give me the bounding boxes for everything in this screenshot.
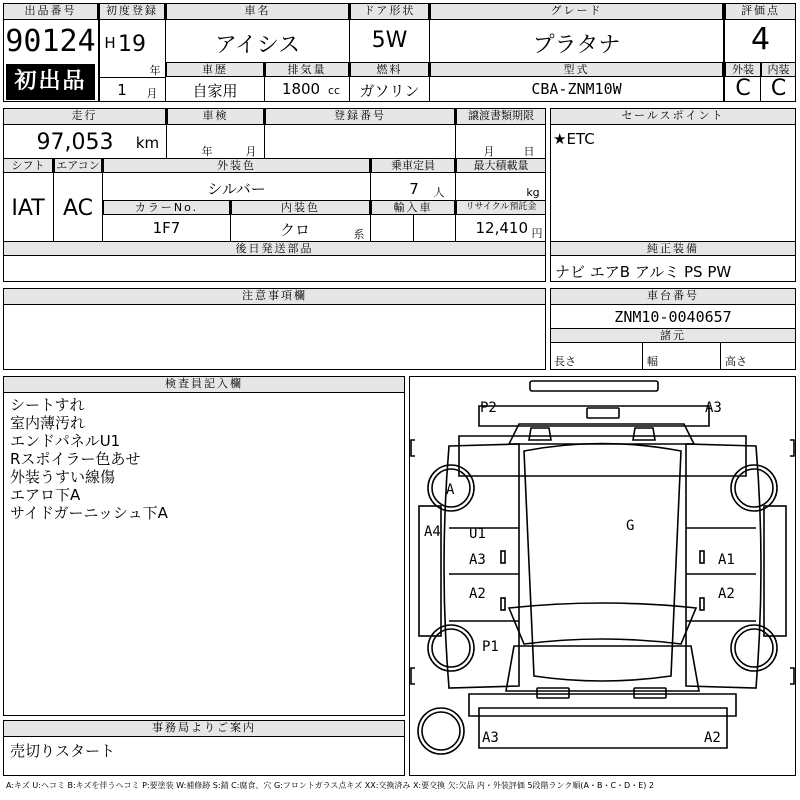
damage-mark: A2 <box>469 586 486 602</box>
spec-length: 長さ <box>554 355 576 368</box>
recycle-label: リサイクル預託金 <box>456 200 546 215</box>
damage-mark: A4 <box>424 524 441 540</box>
first-reg-year-unit: 年 <box>149 64 161 77</box>
legend: A:キズ U:ヘコミ B:キズを伴うヘコミ P:要塗装 W:補修跡 S:錆 C:腐食、穴 G:フロントガラス点キズ XX:交換済み X:要交換 欠:欠品 内・外装評価 5段階ランク順(A・B・C・D・E) 2 <box>6 781 655 790</box>
recycle-unit: 円 <box>531 227 543 240</box>
shift: IAT <box>11 196 45 221</box>
damage-mark: P2 <box>480 400 497 416</box>
first-reg-month-unit: 月 <box>146 87 158 100</box>
damage-mark: A <box>446 482 455 498</box>
history: 自家用 <box>192 82 238 100</box>
specs-label: 諸元 <box>550 328 796 343</box>
transfer-month-unit: 月 <box>483 145 495 158</box>
max-load-label: 最大積載量 <box>456 158 546 173</box>
remark-item: エアロ下A <box>10 486 81 504</box>
damage-mark: P1 <box>482 639 499 655</box>
spec-height: 高さ <box>725 355 747 368</box>
spec-width: 幅 <box>647 355 658 368</box>
lot-label: 出品番号 <box>3 3 98 20</box>
history-label: 車歴 <box>166 62 264 77</box>
remark-item: サイドガーニッシュ下A <box>10 504 168 522</box>
model-code-label: 型式 <box>430 62 723 77</box>
damage-mark: A3 <box>705 400 722 416</box>
displacement-unit: cc <box>327 84 341 97</box>
genuine-equipment: ナビ エアB アルミ PS PW <box>555 263 732 281</box>
fuel: ガソリン <box>359 82 420 100</box>
damage-mark: U1 <box>469 526 486 542</box>
ext-grade-label: 外装 <box>725 62 761 77</box>
import-label: 輸入車 <box>371 200 455 215</box>
max-load-unit: kg <box>526 186 540 199</box>
score-label: 評価点 <box>725 3 796 20</box>
mileage: 97,053 <box>36 130 114 155</box>
inspection-label: 車検 <box>167 108 264 125</box>
first-reg-era: H <box>104 34 116 52</box>
ext-color-label: 外装色 <box>103 158 370 173</box>
aircon-label: エアコン <box>54 158 102 173</box>
shift-label: シフト <box>3 158 53 173</box>
int-color-unit: 系 <box>353 228 365 241</box>
int-grade: C <box>770 76 787 101</box>
inspection-year-unit: 年 <box>201 145 213 158</box>
first-listing-badge: 初出品 <box>6 64 95 100</box>
remarks-list <box>10 396 400 522</box>
later-parts-label: 後日発送部品 <box>3 241 546 256</box>
ext-grade: C <box>735 76 751 101</box>
int-grade-label: 内装 <box>761 62 796 77</box>
transfer-label: 譲渡書類期限 <box>456 108 546 125</box>
chassis-number: ZNM10-0040657 <box>614 308 732 326</box>
damage-mark: A3 <box>482 730 499 746</box>
office-label: 事務局よりご案内 <box>3 720 405 737</box>
inspection-month-unit: 月 <box>245 145 257 158</box>
color-no: 1F7 <box>152 219 181 237</box>
door-type: 5W <box>371 28 408 53</box>
first-reg-year: 19 <box>118 32 146 57</box>
damage-mark: A1 <box>718 552 735 568</box>
score: 4 <box>750 22 771 57</box>
remark-item: エンドパネルU1 <box>10 432 121 450</box>
office-notice: 売切りスタート <box>10 742 116 760</box>
damage-mark: A2 <box>718 586 735 602</box>
mileage-label: 走行 <box>3 108 166 125</box>
lot-number: 90124 <box>5 24 96 59</box>
chassis-label: 車台番号 <box>550 288 796 305</box>
color-no-label: カラーNo. <box>103 200 230 215</box>
first-reg-month: 1 <box>117 81 127 99</box>
damage-mark: A3 <box>469 552 486 568</box>
sales-points-label: セールスポイント <box>550 108 796 125</box>
int-color-label: 内装色 <box>231 200 370 215</box>
car-name: アイシス <box>214 33 301 58</box>
notes-label: 注意事項欄 <box>3 288 546 305</box>
grade-label: グレード <box>430 3 723 20</box>
car-name-label: 車名 <box>166 3 349 20</box>
grade: プラタナ <box>532 33 621 58</box>
remark-item: シートすれ <box>10 396 85 414</box>
model-code: CBA-ZNM10W <box>531 80 622 98</box>
damage-mark: A2 <box>704 730 721 746</box>
fuel-label: 燃料 <box>350 62 429 77</box>
car-diagram <box>409 376 796 776</box>
displacement-label: 排気量 <box>265 62 349 77</box>
first-reg-label: 初度登録 <box>99 3 165 20</box>
recycle-amount: 12,410 <box>475 219 528 237</box>
displacement: 1800 <box>281 80 321 98</box>
transfer-day-unit: 日 <box>523 145 535 158</box>
sales-points: ★ETC <box>553 130 595 148</box>
int-color: クロ <box>279 221 310 239</box>
damage-mark: G <box>626 518 635 534</box>
capacity-label: 乗車定員 <box>371 158 455 173</box>
ext-color: シルバー <box>207 180 266 198</box>
capacity-unit: 人 <box>433 186 445 199</box>
capacity: 7 <box>409 180 419 198</box>
remark-item: 外装うすい線傷 <box>10 468 116 486</box>
door-label: ドア形状 <box>350 3 429 20</box>
genuine-label: 純正装備 <box>550 241 796 256</box>
reg-no-label: 登録番号 <box>265 108 455 125</box>
inspector-label: 検査員記入欄 <box>3 376 405 393</box>
remark-item: 室内薄汚れ <box>10 414 86 432</box>
aircon: AC <box>62 196 94 221</box>
remark-item: Rスポイラー色あせ <box>10 450 141 468</box>
mileage-unit: km <box>135 134 160 152</box>
